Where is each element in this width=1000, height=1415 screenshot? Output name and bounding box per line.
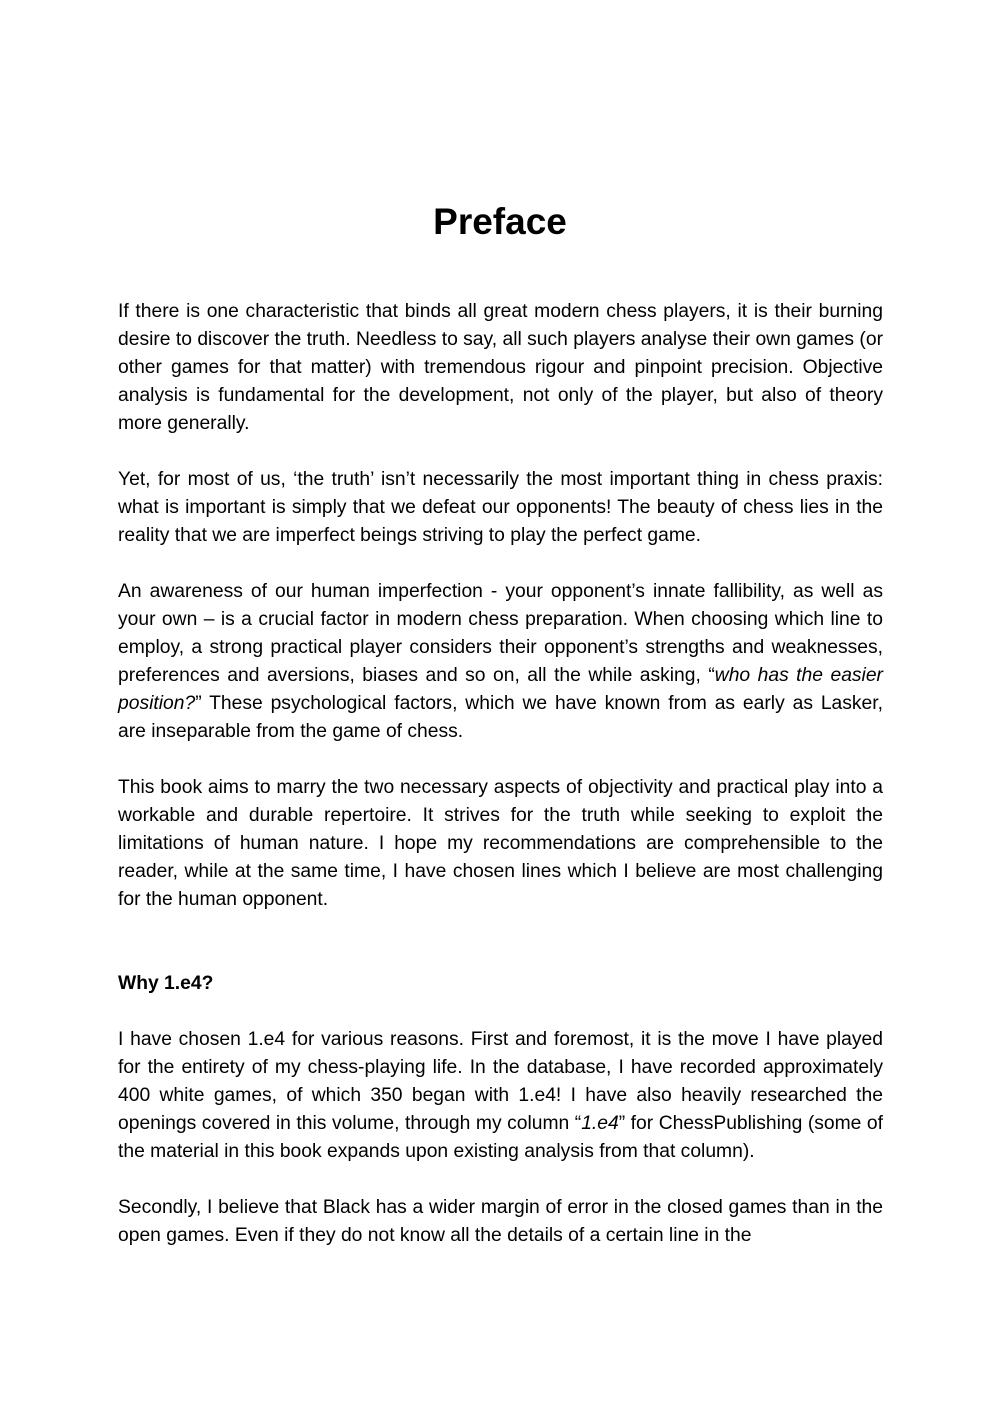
section-heading: Why 1.e4? xyxy=(118,973,214,994)
body-text xyxy=(118,298,883,1278)
paragraph-6: Secondly, I believe that Black has a wider margin of error in the closed games than in the open games. Even if they do not know all the details of a certain line in the xyxy=(118,1197,883,1246)
paragraph-3-text-b: ” These psychological factors, which we have known from as early as Lasker, are inseparable from the game of chess. xyxy=(118,693,883,742)
paragraph-5-text-a: I have chosen 1.e4 for various reasons. First and foremost, it is the move I have played for the entirety of my chess-playing life. In the database, I have recorded approximately 400 white games, of which 350 began with 1.e4! I have also heavily researched the openings covered in this volume, through my column “ xyxy=(118,1029,883,1134)
paragraph-3-text-a: An awareness of our human imperfection - your opponent’s innate fallibility, as well as your own – is a crucial factor in modern chess preparation. When choosing which line to employ, a strong practical player considers their opponent’s strengths and weaknesses, preferences and aversions, biases and so on, all the while asking, “ xyxy=(118,581,883,686)
paragraph-2: Yet, for most of us, ‘the truth’ isn’t necessarily the most important thing in chess praxis: what is important is simply that we defeat our opponents! The beauty of chess lies in the reality that we are imperfect beings striving to play the perfect game. xyxy=(118,469,883,546)
paragraph-1: If there is one characteristic that binds all great modern chess players, it is their burning desire to discover the truth. Needless to say, all such players analyse their own games (or other games for that matter) with tremendous rigour and pinpoint precision. Objective analysis is fundamental for the development, not only of the player, but also of theory more generally. xyxy=(118,301,883,434)
paragraph-3-italic: who has the easier position? xyxy=(118,665,883,714)
paragraph-5-italic: 1.e4 xyxy=(581,1113,619,1134)
paragraph-5-text-b: ” for ChessPublishing (some of the material in this book expands upon existing analysis from that column). xyxy=(118,1113,883,1162)
page-title: Preface xyxy=(433,201,567,242)
paragraph-5 xyxy=(118,1026,883,1166)
paragraph-4: This book aims to marry the two necessary aspects of objectivity and practical play into a workable and durable repertoire. It strives for the truth while seeking to exploit the limitations of human nature. I hope my recommendations are comprehensible to the reader, while at the same time, I have chosen lines which I believe are most challenging for the human opponent. xyxy=(118,777,883,910)
section-spacer xyxy=(118,942,883,970)
paragraph-3 xyxy=(118,578,883,746)
